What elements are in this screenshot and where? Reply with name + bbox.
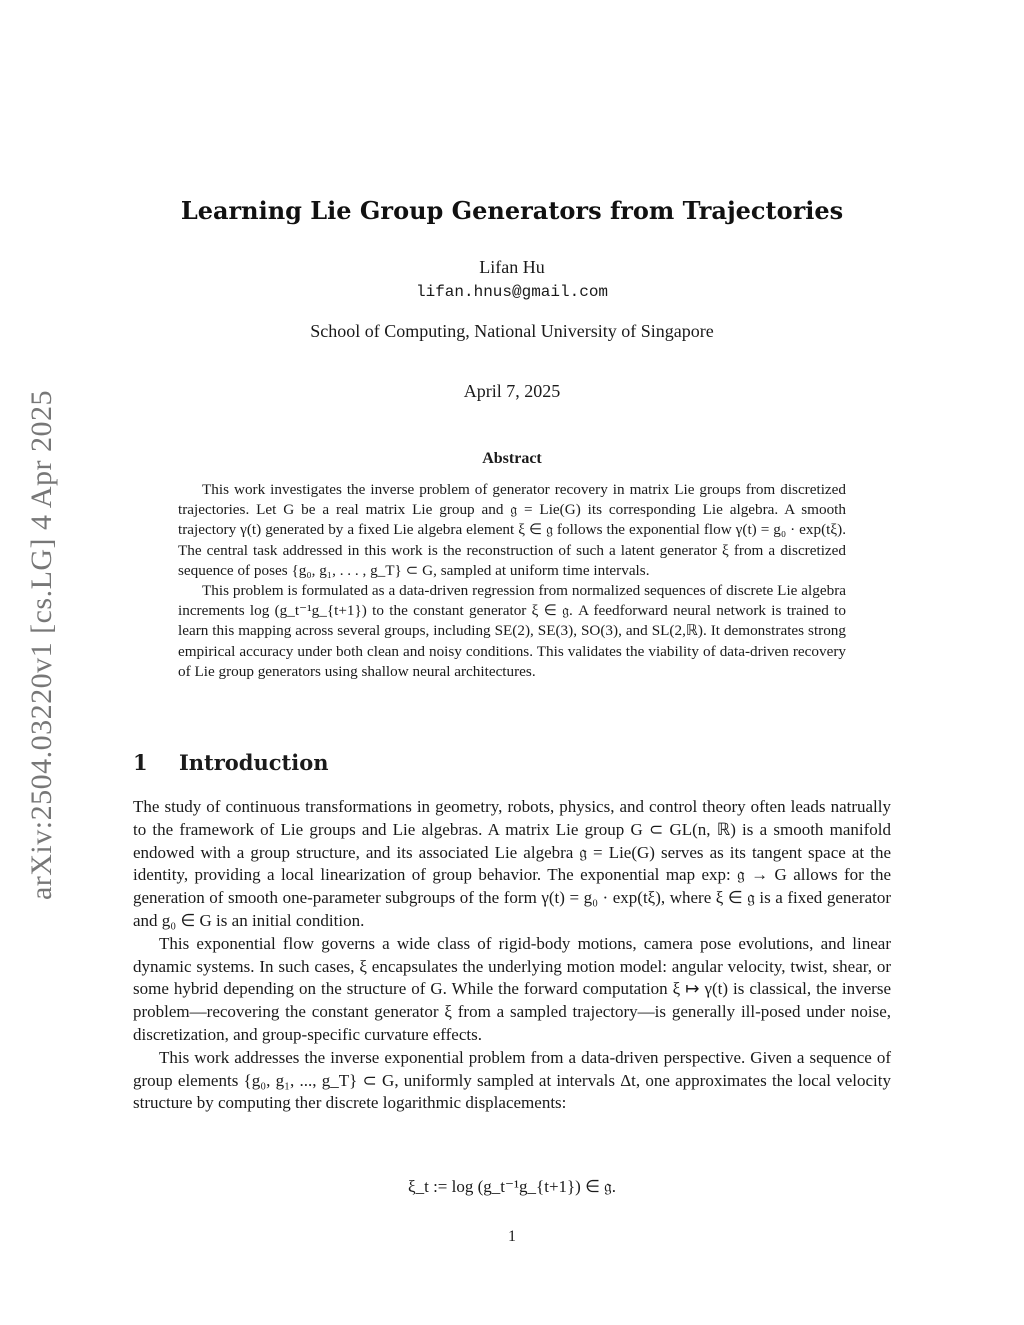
abstract-body [178,480,846,682]
author-email: lifan.hnus@gmail.com [415,283,609,301]
publication-date: April 7, 2025 [463,381,561,401]
abstract-heading: Abstract [482,450,542,467]
author-name: Lifan Hu [479,257,545,277]
section-number: 1 [133,750,148,775]
abstract-paragraph: This problem is formulated as a data-driven regression from normalized sequences of discrete Lie algebra increments log (g_t⁻¹g_{t+1}) to the constant generator ξ ∈ 𝔤. A feedforward neural network is trained to learn this mapping across several groups, including SE(2), SE(3), SO(3), and SL(2,ℝ). It demonstrates strong empirical accuracy under both clean and noisy conditions. This validates the viability of data-driven recovery of Lie group generators using shallow neural architectures. [178,582,846,680]
section-body [133,796,891,1115]
paper-title: Learning Lie Group Generators from Trajectories [180,196,844,225]
arxiv-sidebar-stamp: arXiv:2504.03220v1 [cs.LG] 4 Apr 2025 [25,389,58,901]
page-number: 1 [508,1228,516,1245]
body-paragraph: The study of continuous transformations in geometry, robots, physics, and control theory often leads natrually to the framework of Lie groups and Lie algebras. A matrix Lie group G ⊂ GL(n, ℝ) is a smooth manifold endowed with a group structure, and its associated Lie algebra 𝔤 = Lie(G) serves as its tangent space at the identity, providing a local linearization of group behavior. The exponential map exp: 𝔤 → G allows for the generation of smooth one-parameter subgroups of the form γ(t) = g₀ · exp(tξ), where ξ ∈ 𝔤 is a fixed generator and g₀ ∈ G is an initial condition. [133,797,891,930]
display-equation: ξ_t := log (g_t⁻¹g_{t+1}) ∈ 𝔤. [408,1177,616,1196]
section-title: Introduction [178,750,329,775]
body-paragraph: This work addresses the inverse exponential problem from a data-driven perspective. Given a sequence of group elements {g₀, g₁, ..., g_T} ⊂ G, uniformly sampled at intervals Δt, one approximates the local velocity structure by computing ther discrete logarithmic displacements: [133,1047,891,1113]
abstract-paragraph: This work investigates the inverse problem of generator recovery in matrix Lie groups from discretized trajectories. Let G be a real matrix Lie group and 𝔤 = Lie(G) its corresponding Lie algebra. A smooth trajectory γ(t) generated by a fixed Lie algebra element ξ ∈ 𝔤 follows the exponential flow γ(t) = g₀ · exp(tξ). The central task addressed in this work is the reconstruction of such a latent generator ξ from a discretized sequence of poses {g₀, g₁, . . . , g_T} ⊂ G, sampled at uniform time intervals. [178,481,846,579]
author-affiliation: School of Computing, National University of Singapore [310,321,714,341]
section-heading [133,750,329,775]
body-paragraph: This exponential flow governs a wide class of rigid-body motions, camera pose evolutions, and linear dynamic systems. In such cases, ξ encapsulates the underlying motion model: angular velocity, twist, shear, or some hybrid depending on the structure of G. While the forward computation ξ ↦ γ(t) is classical, the inverse problem—recovering the constant generator ξ from a sampled trajectory—is generally ill-posed under noise, discretization, and group-specific curvature effects. [133,933,891,1044]
